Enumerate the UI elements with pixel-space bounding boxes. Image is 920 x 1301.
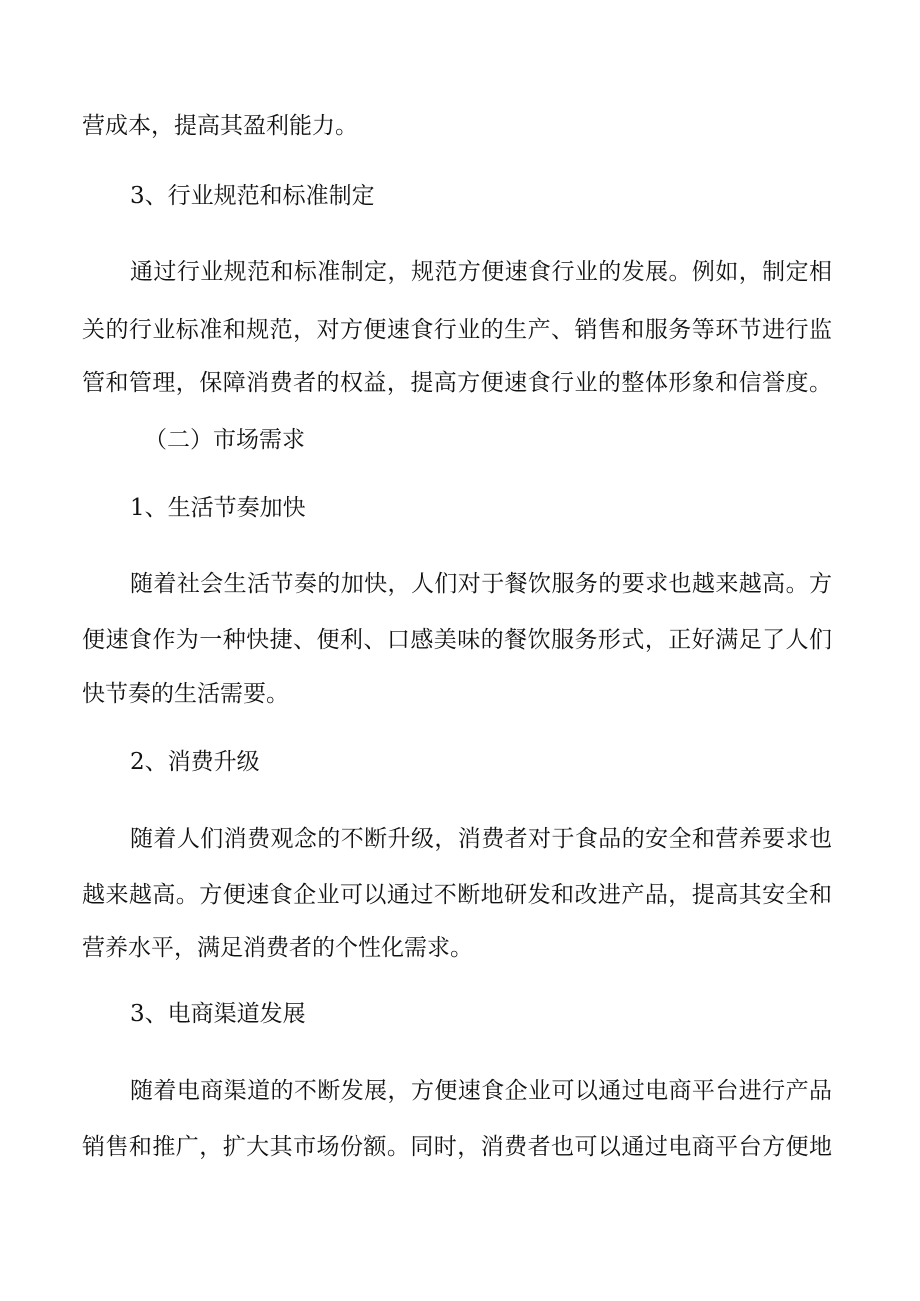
paragraph-continuation-line: 营成本，提高其盈利能力。 xyxy=(82,113,358,139)
paragraph-industry-norms-line-1: 通过行业规范和标准制定，规范方便速食行业的发展。例如，制定相 xyxy=(130,259,832,285)
paragraph-industry-norms-line-3: 管和管理，保障消费者的权益，提高方便速食行业的整体形象和信誉度。 xyxy=(82,370,832,396)
paragraph-life-pace-line-3: 快节奏的生活需要。 xyxy=(82,681,289,707)
paragraph-life-pace-line-2: 便速食作为一种快捷、便利、口感美味的餐饮服务形式，正好满足了人们 xyxy=(82,627,832,653)
paragraph-consumption-upgrade-line-1: 随着人们消费观念的不断升级，消费者对于食品的安全和营养要求也 xyxy=(130,826,832,852)
paragraph-industry-norms-line-2: 关的行业标准和规范，对方便速食行业的生产、销售和服务等环节进行监 xyxy=(82,317,832,343)
section-title-market-demand: （二）市场需求 xyxy=(144,427,305,453)
paragraph-consumption-upgrade-line-2: 越来越高。方便速食企业可以通过不断地研发和改进产品，提高其安全和 xyxy=(82,882,832,908)
paragraph-consumption-upgrade-line-3: 营养水平，满足消费者的个性化需求。 xyxy=(82,935,473,961)
paragraph-ecommerce-line-1: 随着电商渠道的不断发展，方便速食企业可以通过电商平台进行产品 xyxy=(130,1078,832,1104)
heading-ecommerce: 3、电商渠道发展 xyxy=(130,1001,306,1027)
heading-industry-norms: 3、行业规范和标准制定 xyxy=(130,183,375,209)
paragraph-life-pace-line-1: 随着社会生活节奏的加快，人们对于餐饮服务的要求也越来越高。方 xyxy=(130,571,832,597)
heading-life-pace: 1、生活节奏加快 xyxy=(130,495,306,521)
paragraph-ecommerce-line-2: 销售和推广，扩大其市场份额。同时，消费者也可以通过电商平台方便地 xyxy=(82,1134,832,1160)
heading-consumption-upgrade: 2、消费升级 xyxy=(130,749,260,775)
